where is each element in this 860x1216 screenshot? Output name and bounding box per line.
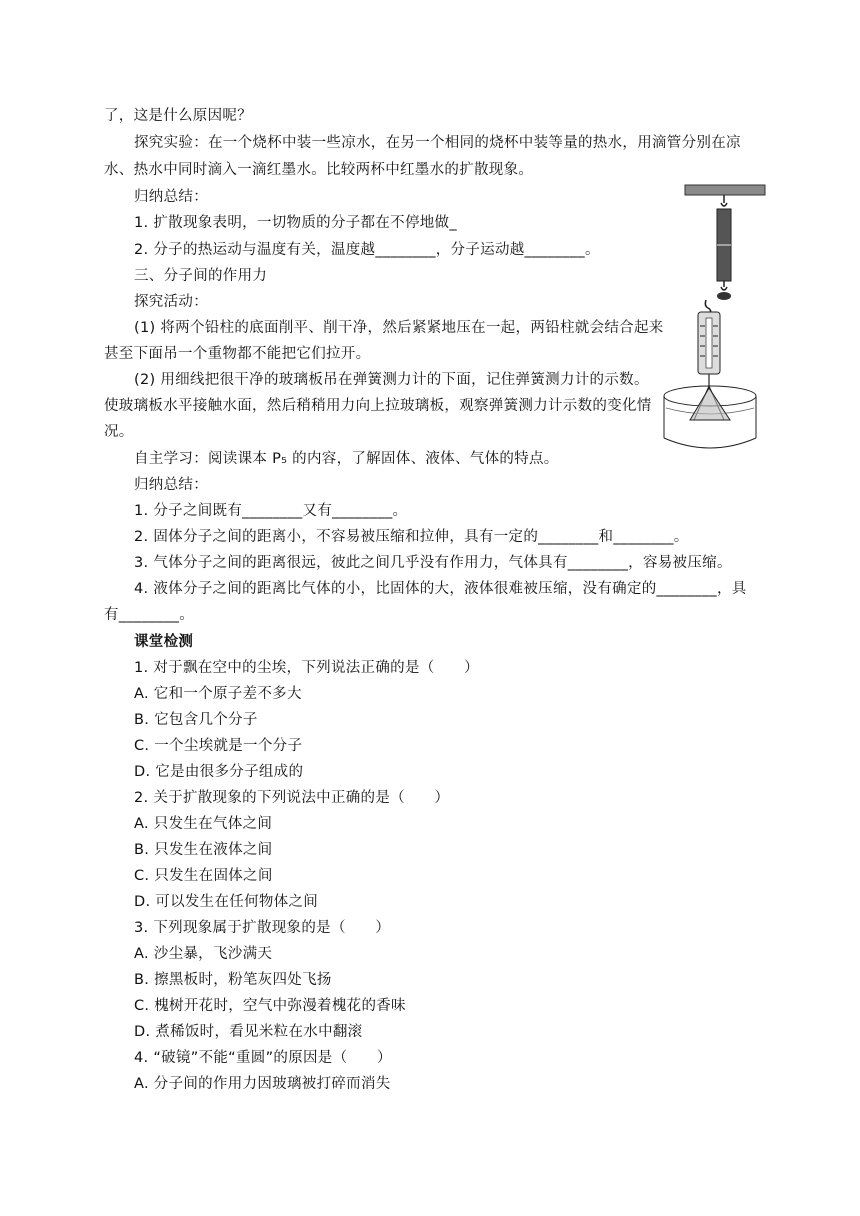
text-line: 甚至下面吊一个重物都不能把它们拉开。 <box>104 346 371 362</box>
lead-cylinder-figure <box>683 183 768 303</box>
text-line: 归纳总结： <box>134 477 208 493</box>
text-line: 自主学习：阅读课本 P₅ 的内容，了解固体、液体、气体的特点。 <box>134 451 559 467</box>
text-line: 4. 液体分子之间的距离比气体的小，比固体的大，液体很难被压缩，没有确定的________，具 <box>134 581 747 597</box>
option: D. 它是由很多分子组成的 <box>134 764 304 780</box>
option: C. 一个尘埃就是一个分子 <box>134 738 303 754</box>
section-heading: 课堂检测 <box>134 634 194 650</box>
text-line: 水、热水中同时滴入一滴红墨水。比较两杯中红墨水的扩散现象。 <box>104 162 534 178</box>
option: B. 它包含几个分子 <box>134 712 258 728</box>
text-line: (1) 将两个铅柱的底面削平、削干净，然后紧紧地压在一起，两铅柱就会结合起来 <box>134 320 664 336</box>
text-line: 1. 扩散现象表明，一切物质的分子都在不停地做_ <box>134 215 457 231</box>
option: A. 分子间的作用力因玻璃被打碎而消失 <box>134 1076 391 1092</box>
text-line: 况。 <box>104 424 134 440</box>
text-line: 2. 固体分子之间的距离小，不容易被压缩和拉伸，具有一定的________和________。 <box>134 529 689 545</box>
option: A. 沙尘暴，飞沙满天 <box>134 946 273 962</box>
question: 2. 关于扩散现象的下列说法中正确的是（ ） <box>134 790 450 806</box>
option: B. 只发生在液体之间 <box>134 842 273 858</box>
option: A. 只发生在气体之间 <box>134 816 273 832</box>
text-line: 2. 分子的热运动与温度有关，温度越________，分子运动越________。 <box>134 242 600 258</box>
text-line: 归纳总结： <box>134 189 208 205</box>
text-line: (2) 用细线把很干净的玻璃板吊在弹簧测力计的下面，记住弹簧测力计的示数。 <box>134 372 649 388</box>
spring-scale-figure <box>660 298 760 453</box>
option: D. 可以发生在任何物体之间 <box>134 894 319 910</box>
option: C. 只发生在固体之间 <box>134 868 273 884</box>
text-line: 探究实验：在一个烧杯中装一些凉水，在另一个相同的烧杯中装等量的热水，用滴管分别在凉 <box>134 135 741 151</box>
option: A. 它和一个原子差不多大 <box>134 686 302 702</box>
text-line: 探究活动： <box>134 294 208 310</box>
text-line: 使玻璃板水平接触水面，然后稍稍用力向上拉玻璃板，观察弹簧测力计示数的变化情 <box>104 398 652 414</box>
text-line: 1. 分子之间既有________又有________。 <box>134 503 408 519</box>
question: 4. “破镜”不能“重圆”的原因是（ ） <box>134 1050 392 1066</box>
text-line: 有________。 <box>104 607 194 623</box>
text-line: 3. 气体分子之间的距离很远，彼此之间几乎没有作用力，气体具有________，容易被压缩。 <box>134 555 732 571</box>
option: D. 煮稀饭时，看见米粒在水中翻滚 <box>134 1024 363 1040</box>
option: B. 擦黑板时，粉笔灰四处飞扬 <box>134 972 332 988</box>
question: 3. 下列现象属于扩散现象的是（ ） <box>134 920 391 936</box>
question: 1. 对于飘在空中的尘埃，下列说法正确的是（ ） <box>134 660 479 676</box>
section-heading: 三、分子间的作用力 <box>134 268 268 284</box>
text-line: 了，这是什么原因呢？ <box>104 108 252 124</box>
option: C. 槐树开花时，空气中弥漫着槐花的香味 <box>134 998 406 1014</box>
